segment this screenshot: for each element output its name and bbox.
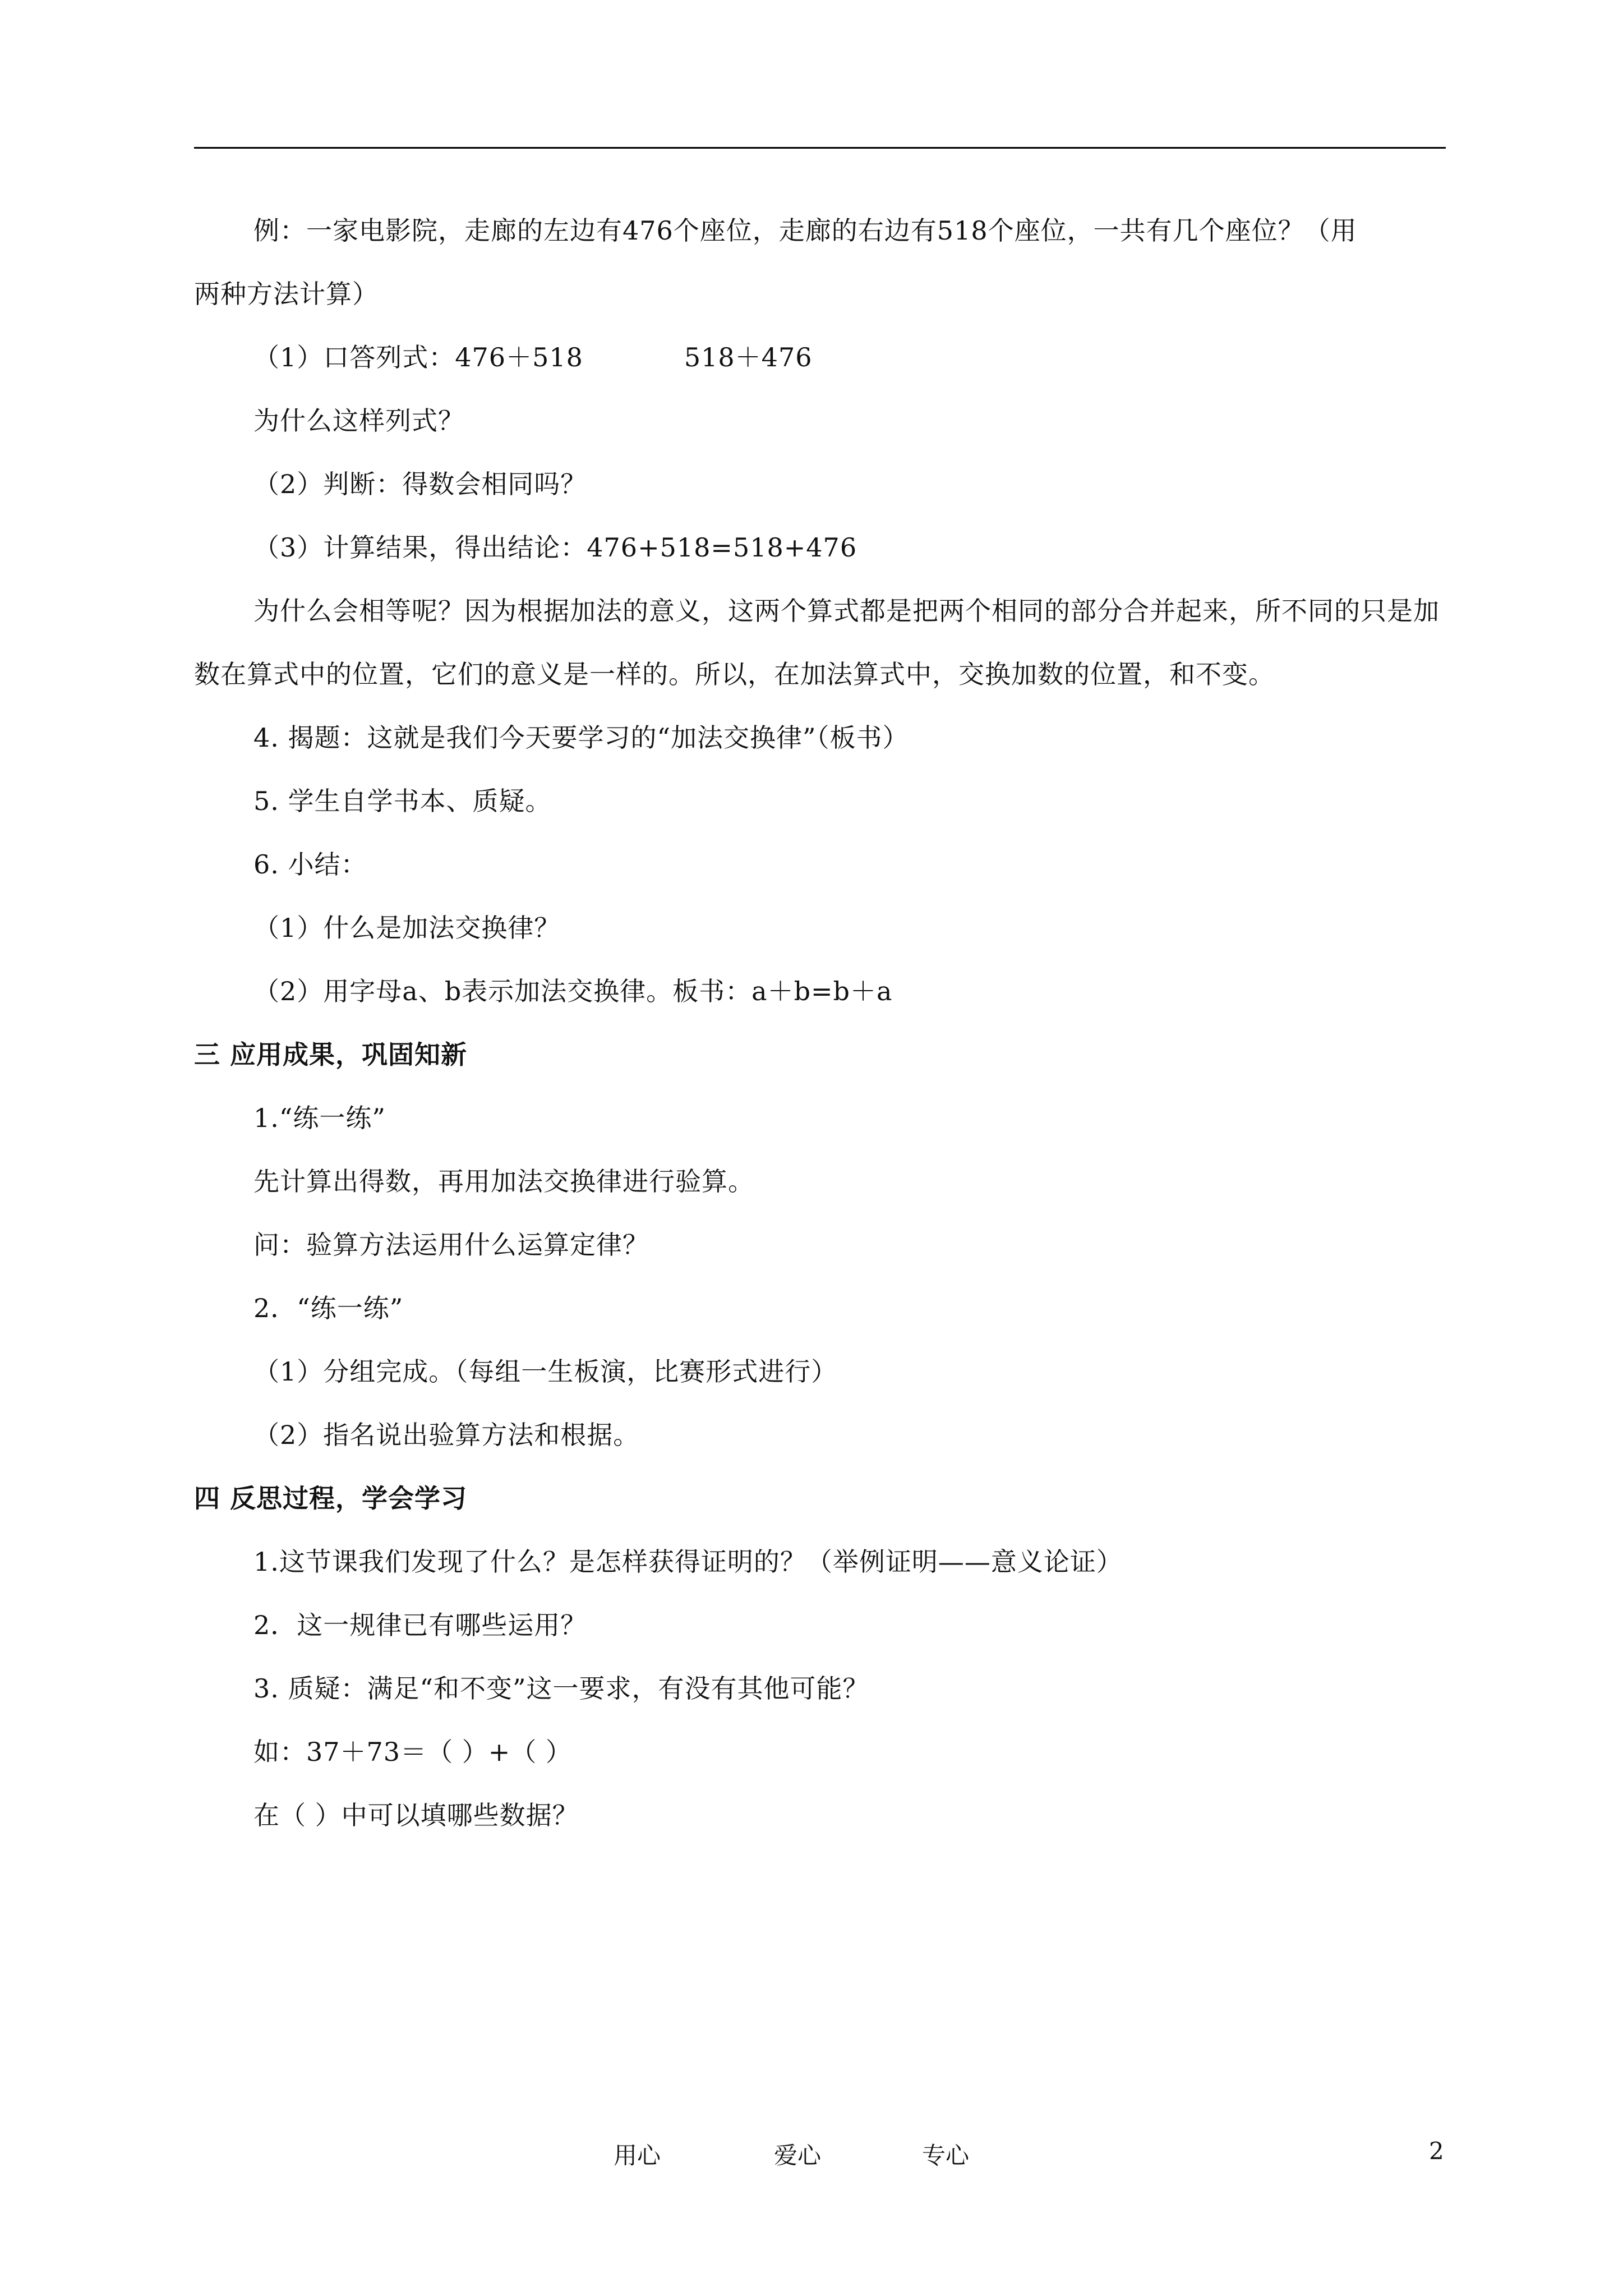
- page-content: [194, 199, 1446, 1847]
- item-6-2: （2）用字母a、b表示加法交换律。板书：a＋b=b＋a: [253, 976, 893, 1006]
- section-3-item-1: 1.“练一练”: [253, 1103, 386, 1133]
- example-line-2: 两种方法计算）: [194, 279, 379, 309]
- step-1-label: （1）口答列式：476＋518: [253, 342, 583, 372]
- section-4-fill-question: 在（ ）中可以填哪些数据？: [253, 1800, 579, 1830]
- header-rule: [194, 147, 1446, 149]
- explanation-paragraph: 为什么会相等呢？因为根据加法的意义，这两个算式都是把两个相同的部分合并起来，所不同的只是加数在算式中的位置，它们的意义是一样的。所以，在加法算式中，交换加数的位置，和不变。: [194, 596, 1440, 689]
- item-5: 5. 学生自学书本、质疑。: [253, 786, 552, 816]
- item-6: 6. 小结：: [253, 849, 367, 880]
- page-number: 2: [1429, 2137, 1444, 2165]
- section-4-item-3: 3. 质疑：满足“和不变”这一要求，有没有其他可能？: [253, 1673, 869, 1704]
- step-1-alternative: 518＋476: [684, 342, 813, 372]
- section-4-example: 如：37＋73＝（ ）+（ ）: [253, 1737, 572, 1767]
- item-4: 4. 揭题：这就是我们今天要学习的“加法交换律”（板书）: [253, 723, 909, 753]
- section-4-heading: 四 反思过程，学会学习: [194, 1483, 468, 1513]
- why-question: 为什么这样列式？: [253, 406, 464, 436]
- step-2: （2）判断：得数会相同吗？: [253, 469, 587, 499]
- section-3-question: 问：验算方法运用什么运算定律？: [253, 1230, 649, 1260]
- section-3-item-2: 2．“练一练”: [253, 1293, 404, 1323]
- section-3-heading: 三 应用成果，巩固知新: [194, 1039, 468, 1070]
- section-3-item-2-1: （1）分组完成。（每组一生板演，比赛形式进行）: [253, 1356, 838, 1387]
- footer-word-1: 用心: [614, 2142, 661, 2169]
- step-1: [194, 326, 1446, 389]
- section-3-item-2-2: （2）指名说出验算方法和根据。: [253, 1420, 640, 1450]
- footer-word-3: 专心: [922, 2142, 970, 2169]
- section-3-item-1-text: 先计算出得数，再用加法交换律进行验算。: [253, 1166, 754, 1197]
- section-4-item-1: 1.这节课我们发现了什么？是怎样获得证明的？（举例证明——意义论证）: [253, 1547, 1123, 1577]
- example-line-1: 例：一家电影院，走廊的左边有476个座位，走廊的右边有518个座位，一共有几个座位？（用: [253, 215, 1357, 246]
- step-3: （3）计算结果，得出结论：476+518=518+476: [253, 532, 857, 563]
- footer-word-2: 爱心: [774, 2142, 822, 2169]
- item-6-1: （1）什么是加法交换律？: [253, 913, 561, 943]
- section-4-item-2: 2．这一规律已有哪些运用？: [253, 1610, 587, 1640]
